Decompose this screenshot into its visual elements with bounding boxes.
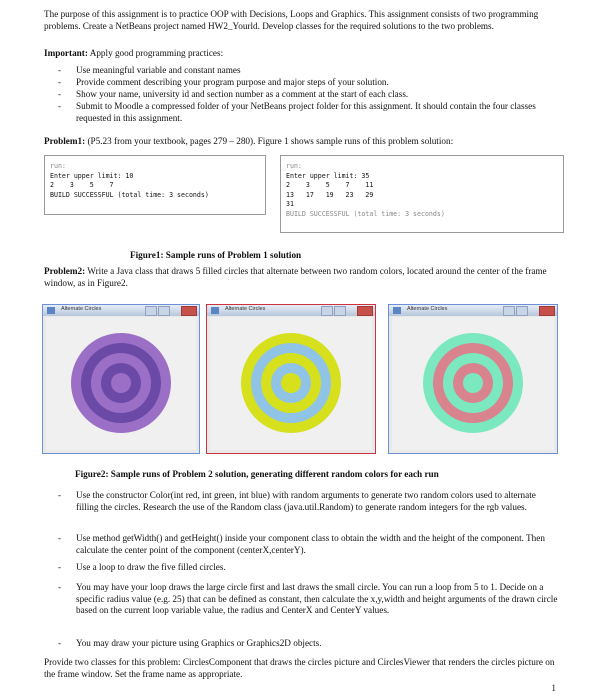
app-icon (211, 307, 219, 314)
sample-run-2: run: Enter upper limit: 35 2 3 5 7 11 13 17 19 23 29 31 BUILD SUCCESSFUL (total time: 3 seconds) (280, 155, 564, 233)
sample-run-1: run: Enter upper limit: 10 2 3 5 7 BUILD SUCCESSFUL (total time: 3 seconds) (44, 155, 266, 215)
circle-1 (463, 373, 483, 393)
closing-paragraph: Provide two classes for this problem: CirclesComponent that draws the circles picture and CirclesViewer that renders the circles picture on the frame window. Set the frame name as appropriate. (44, 657, 555, 679)
app-icon (47, 307, 55, 314)
problem1-label: Problem1: (44, 136, 86, 146)
figure2-caption: Figure2: Sample runs of Problem 2 solution, generating different random colors for each run (75, 469, 439, 479)
important-text: Apply good programming practices: (87, 48, 224, 58)
minimize-button[interactable] (503, 306, 515, 316)
title-bar[interactable] (207, 305, 375, 316)
frame-window (206, 304, 376, 454)
maximize-button[interactable] (158, 306, 170, 316)
circle-1 (281, 373, 301, 393)
problem1-text: (P5.23 from your textbook, pages 279 – 280). Figure 1 shows sample runs of this problem solution: (85, 136, 454, 146)
window-title: Alternate Circles (225, 306, 266, 312)
title-bar[interactable] (43, 305, 199, 316)
close-button[interactable] (181, 306, 197, 316)
page-number: 1 (551, 683, 556, 693)
important-line (44, 48, 566, 60)
intro-paragraph: The purpose of this assignment is to practice OOP with Decisions, Loops and Graphics. This assignment consists of two programming problems. Create a NetBeans project named HW2_Yourld. Develop classes for the required solutions to the two problems. (44, 9, 539, 31)
minimize-button[interactable] (321, 306, 333, 316)
concentric-circles (210, 317, 372, 450)
title-bar[interactable] (389, 305, 557, 316)
app-icon (393, 307, 401, 314)
problem1-line (44, 136, 566, 148)
document-page: The purpose of this assignment is to practice OOP with Decisions, Loops and Graphics. This assignment consists of two programming problems. Create a NetBeans project named HW2_Yourld. Develop classes for the required solutions to the two problems. Important: Apply good programming practices: - Use meaningful variable and constant names - Provide comment describing your program purpose and major steps of your solution. - Show your name, university id and section number as a comment at the start of each class. - Submit to Moodle a compressed folder of your NetBeans project folder for this assignment. It should contain the four classes requested in this assignment. Problem1: (P5.23 from your textbook, pages 279 – 280). Figure 1 shows sample runs of this problem solution: run: Enter upper limit: 10 2 3 5 7 BUILD SUCCESSFUL (total time: 3 seconds) run: Enter upper limit: 35 2 3 5 7 11 13 17 19 23 29 31 BUILD SUCCESSFUL (total time: 3 seconds) Figure1: Sample runs of Problem 1 solution Problem2: Write a Java class that draws 5 filled circles that alternate between two random colors, located around the center of the frame window, as in Figure2. Alternate Circles Alternate Circles Alternate Circles Figure2: Sample runs of Problem 2 solution, generating different random colors for each run - Use the constructor Color(int red, int green, int blue) with random arguments to generate two random colors used to alternate filling the circles. Research the use of the Random class (java.util.Random) to generate random integers for the rgb values. - Use method getWidth() and getHeight() inside your component class to obtain the width and the height of the component. Then calculate the center point of the component (centerX,centerY). - Use a loop to draw the five filled circles. - You may have your loop draws the large circle first and last draws the small circle. You can run a loop from 5 to 1. Decide on a specific radius value (e.g. 25) that can be defined as constant, then calculate the x,y,width and height arguments of the drawn circle based on the current loop variable value, the radius and CenterX and CenterY values. - You may draw your picture using Graphics or Graphics2D objects. Provide two classes for this problem: CirclesComponent that draws the circles picture and CirclesViewer that renders the circles picture on the frame window. Set the frame name as appropriate. 1 (0, 0, 605, 700)
drawing-area (210, 317, 372, 450)
problem2-line (44, 266, 566, 289)
problem2-label: Problem2: (44, 266, 86, 276)
concentric-circles (46, 317, 196, 450)
concentric-circles (392, 317, 554, 450)
drawing-area (46, 317, 196, 450)
window-title: Alternate Circles (407, 306, 448, 312)
drawing-area (392, 317, 554, 450)
minimize-button[interactable] (145, 306, 157, 316)
frame-window (42, 304, 200, 454)
close-button[interactable] (357, 306, 373, 316)
important-label: Important: (44, 48, 88, 58)
circle-1 (111, 373, 131, 393)
frame-window (388, 304, 558, 454)
figure1-caption: Figure1: Sample runs of Problem 1 solution (130, 250, 302, 260)
problem2-text: Write a Java class that draws 5 filled circles that alternate between two random colors, located around the center of the frame window, as in Figure2. (44, 266, 547, 288)
window-title: Alternate Circles (61, 306, 102, 312)
maximize-button[interactable] (516, 306, 528, 316)
close-button[interactable] (539, 306, 555, 316)
maximize-button[interactable] (334, 306, 346, 316)
